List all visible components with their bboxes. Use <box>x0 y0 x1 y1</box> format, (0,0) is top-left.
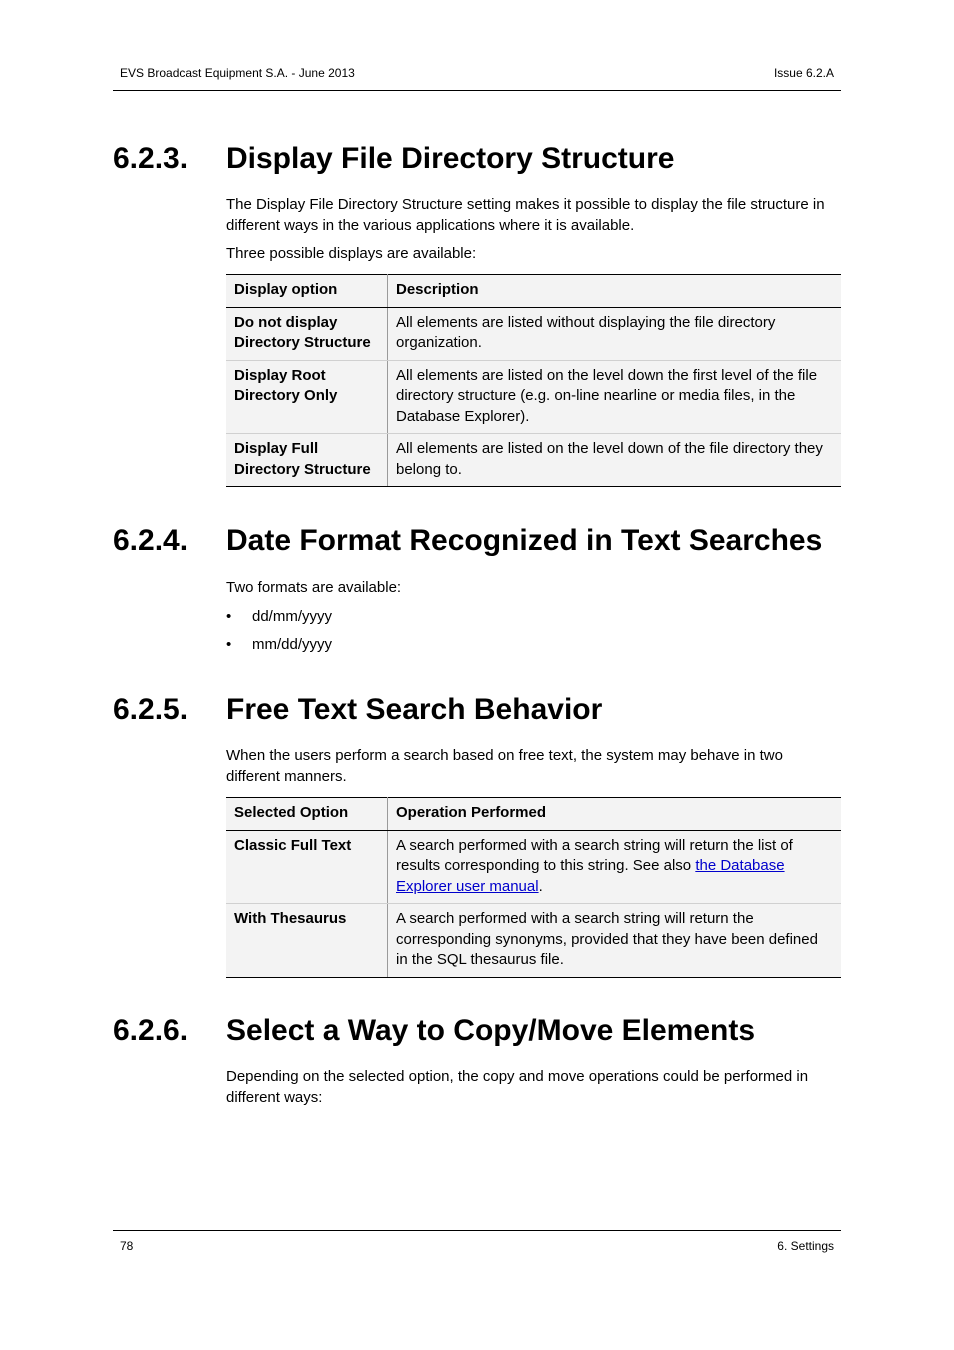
description-cell: All elements are listed on the level down the first level of the file directory structure (e.g. on-line nearline or media files, in the Database Explorer). <box>388 360 842 434</box>
section-number: 6.2.3. <box>113 142 189 175</box>
column-header: Description <box>388 275 842 308</box>
section-number: 6.2.5. <box>113 693 189 726</box>
option-cell: Classic Full Text <box>226 830 388 904</box>
section-title: Date Format Recognized in Text Searches <box>226 524 823 557</box>
table-row <box>226 360 841 434</box>
option-cell: With Thesaurus <box>226 904 388 978</box>
option-cell: Display Full Directory Structure <box>226 434 388 487</box>
description-cell: All elements are listed without displaying the file directory organization. <box>388 307 842 360</box>
option-cell: Do not display Directory Structure <box>226 307 388 360</box>
page-number: 78 <box>120 1239 134 1253</box>
page-footer <box>113 1230 841 1253</box>
section-title: Free Text Search Behavior <box>226 693 603 726</box>
table-header-row <box>226 275 841 308</box>
paragraph: Three possible displays are available: <box>226 245 477 262</box>
option-cell: Display Root Directory Only <box>226 360 388 434</box>
section-heading-6-2-4 <box>113 524 822 558</box>
description-text: A search performed with a search string will return the list of results corresponding to this string. See also <box>396 836 793 874</box>
description-cell: A search performed with a search string will return the corresponding synonyms, provided that they have been defined in the SQL thesaurus file. <box>388 904 842 978</box>
search-behavior-table <box>226 797 841 978</box>
bullet-icon: • <box>226 608 232 625</box>
column-header: Selected Option <box>226 798 388 831</box>
section-heading-6-2-3 <box>113 142 674 176</box>
section-title: Display File Directory Structure <box>226 142 675 175</box>
section-number: 6.2.4. <box>113 524 189 557</box>
section-title: Select a Way to Copy/Move Elements <box>226 1014 756 1047</box>
section-number: 6.2.6. <box>113 1014 189 1047</box>
paragraph: Depending on the selected option, the copy and move operations could be performed in different ways: <box>226 1068 809 1106</box>
description-cell <box>388 830 842 904</box>
list-item <box>226 634 332 662</box>
column-header: Display option <box>226 275 388 308</box>
column-header: Operation Performed <box>388 798 842 831</box>
list-item <box>226 606 332 634</box>
list-item-text: mm/dd/yyyy <box>252 636 333 653</box>
paragraph: The Display File Directory Structure setting makes it possible to display the file structure in different ways in the various applications where it is available. <box>226 196 825 234</box>
display-options-table <box>226 274 841 487</box>
header-issue: Issue 6.2.A <box>773 66 834 80</box>
header-publisher: EVS Broadcast Equipment S.A. - June 2013 <box>120 66 355 80</box>
section-heading-6-2-6 <box>113 1014 755 1048</box>
database-explorer-manual-link[interactable]: the Database Explorer user manual <box>396 857 785 895</box>
section-heading-6-2-5 <box>113 693 602 727</box>
table-row <box>226 904 841 978</box>
description-cell: All elements are listed on the level down of the file directory they belong to. <box>388 434 842 487</box>
list-item-text: dd/mm/yyyy <box>252 608 333 625</box>
footer-chapter: 6. Settings <box>777 1239 834 1253</box>
table-header-row <box>226 798 841 831</box>
date-format-list <box>226 606 332 662</box>
paragraph: When the users perform a search based on free text, the system may behave in two different manners. <box>226 747 783 785</box>
page-header <box>113 66 841 91</box>
description-text-end: . <box>538 877 543 895</box>
table-row <box>226 830 841 904</box>
table-row <box>226 307 841 360</box>
table-row <box>226 434 841 487</box>
bullet-icon: • <box>226 636 232 653</box>
paragraph: Two formats are available: <box>226 579 402 596</box>
